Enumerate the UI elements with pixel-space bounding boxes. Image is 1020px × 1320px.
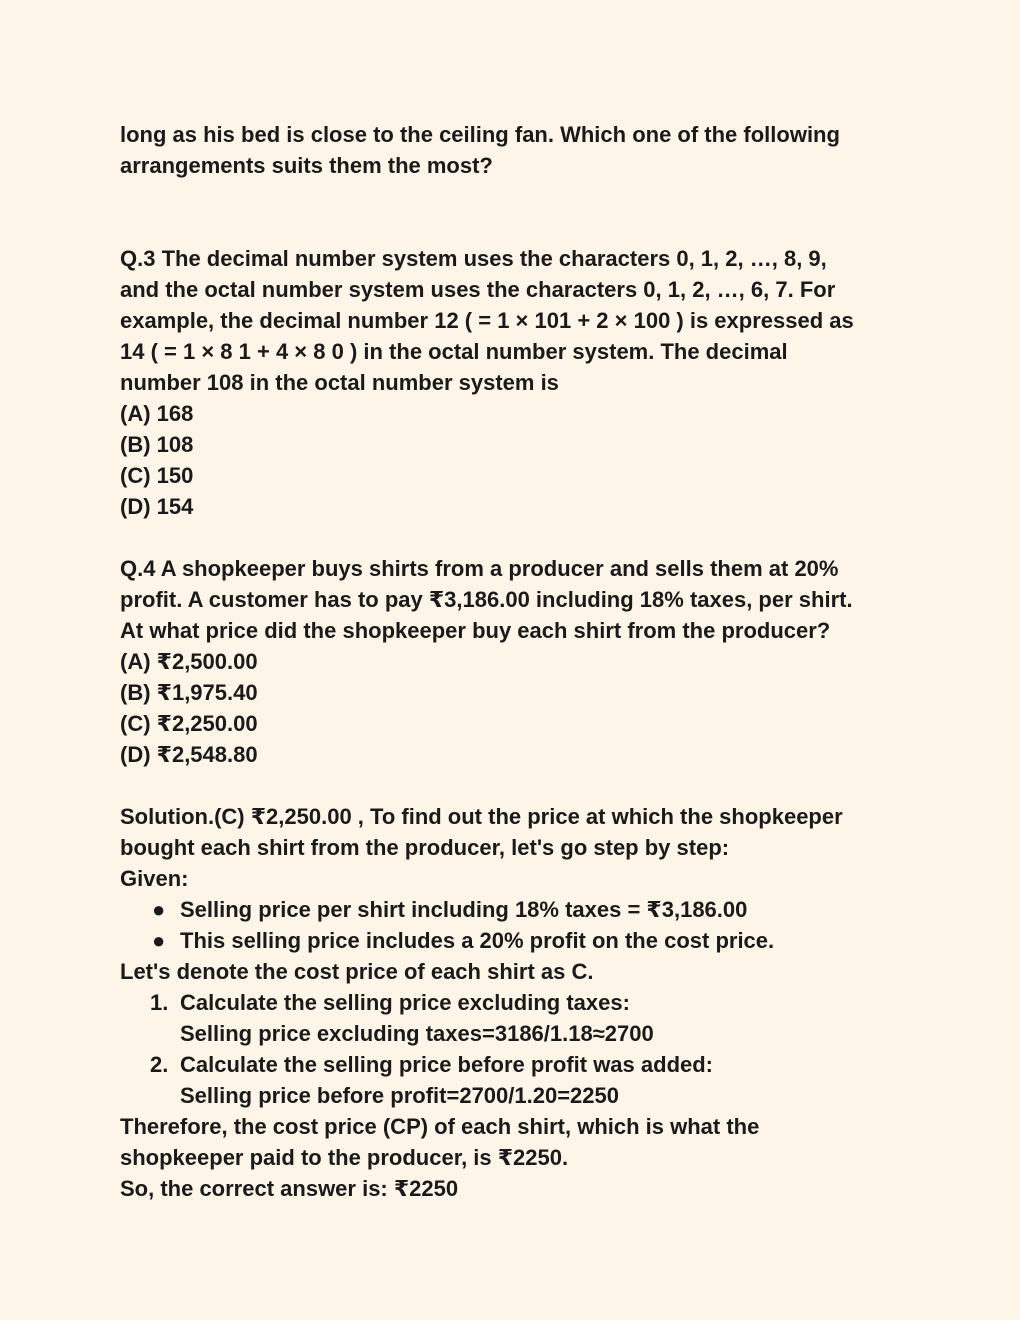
option-c: (C) ₹2,250.00 [120, 711, 258, 736]
question-3 [120, 243, 910, 522]
option-b: (B) 108 [120, 432, 194, 457]
bullet-icon: ● [152, 928, 166, 953]
text-line: long as his bed is close to the ceiling fan. Which one of the following [120, 122, 840, 147]
document-page [120, 119, 910, 1204]
question-text-line: profit. A customer has to pay ₹3,186.00 including 18% taxes, per shirt. [120, 587, 853, 612]
option-d: (D) 154 [120, 494, 194, 519]
question-text-line: and the octal number system uses the characters 0, 1, 2, …, 6, 7. For [120, 277, 836, 302]
solution-text-line: Solution.(C) ₹2,250.00 , To find out the price at which the shopkeeper [120, 804, 843, 829]
list-item [120, 925, 910, 956]
step-1 [120, 987, 910, 1018]
list-item-text: Selling price per shirt including 18% taxes = ₹3,186.00 [180, 897, 748, 922]
step-number: 1. [150, 990, 169, 1015]
bullet-icon: ● [152, 897, 166, 922]
spacer [120, 181, 910, 243]
question-text-line: example, the decimal number 12 ( = 1 × 101 + 2 × 100 ) is expressed as [120, 308, 854, 333]
list-item [120, 894, 910, 925]
given-label: Given: [120, 866, 189, 891]
step-formula: Selling price before profit=2700/1.20=2250 [180, 1083, 619, 1108]
spacer [120, 522, 910, 553]
denote-text: Let's denote the cost price of each shirt as C. [120, 959, 594, 984]
question-text-line: number 108 in the octal number system is [120, 370, 559, 395]
solution [120, 801, 910, 1204]
option-a: (A) ₹2,500.00 [120, 649, 258, 674]
question-text-line: 14 ( = 1 × 8 1 + 4 × 8 0 ) in the octal number system. The decimal [120, 339, 788, 364]
step-formula: Selling price excluding taxes=3186/1.18≈2700 [180, 1021, 654, 1046]
option-b: (B) ₹1,975.40 [120, 680, 258, 705]
step-number: 2. [150, 1052, 169, 1077]
step-2 [120, 1049, 910, 1080]
option-d: (D) ₹2,548.80 [120, 742, 258, 767]
intro-paragraph [120, 119, 910, 181]
conclusion-line: Therefore, the cost price (CP) of each shirt, which is what the [120, 1114, 760, 1139]
question-text-line: Q.4 A shopkeeper buys shirts from a producer and sells them at 20% [120, 556, 839, 581]
conclusion-line: shopkeeper paid to the producer, is ₹2250. [120, 1145, 569, 1170]
list-item-text: This selling price includes a 20% profit on the cost price. [180, 928, 775, 953]
question-text-line: At what price did the shopkeeper buy each shirt from the producer? [120, 618, 831, 643]
step-title: Calculate the selling price excluding taxes: [180, 990, 630, 1015]
spacer [120, 770, 910, 801]
final-answer: So, the correct answer is: ₹2250 [120, 1176, 459, 1201]
step-title: Calculate the selling price before profit was added: [180, 1052, 714, 1077]
option-c: (C) 150 [120, 463, 194, 488]
question-4 [120, 553, 910, 770]
option-a: (A) 168 [120, 401, 194, 426]
question-text-line: Q.3 The decimal number system uses the characters 0, 1, 2, …, 8, 9, [120, 246, 827, 271]
solution-text-line: bought each shirt from the producer, let's go step by step: [120, 835, 730, 860]
text-line: arrangements suits them the most? [120, 153, 493, 178]
